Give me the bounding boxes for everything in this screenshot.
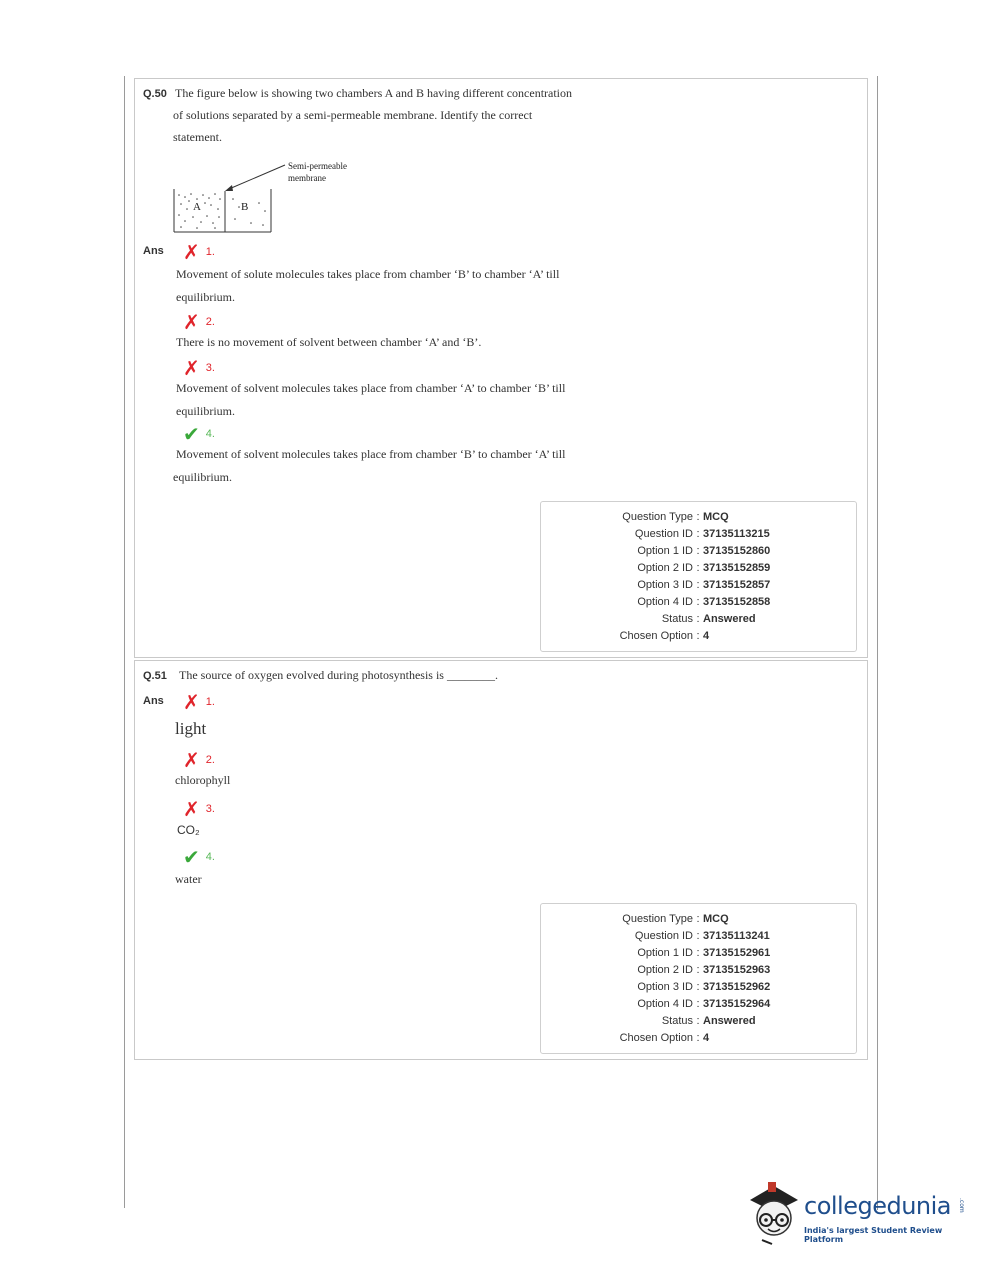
question-block-50: [134, 78, 868, 658]
check-icon: ✔: [183, 422, 200, 446]
option-number: 1.: [205, 696, 215, 708]
option-number: 4.: [205, 428, 215, 440]
mascot-icon: [742, 1178, 802, 1248]
chamber-b-label: B: [241, 201, 249, 213]
membrane-label-line-2: membrane: [288, 173, 326, 183]
cross-icon: ✗: [183, 797, 200, 821]
check-icon: ✔: [183, 845, 200, 869]
option-4-text-line-1: Movement of solvent molecules takes place from chamber ‘B’ to chamber ‘A’ till: [176, 447, 566, 461]
meta-row: Question ID : 37135113215: [634, 528, 770, 540]
collegedunia-logo: [742, 1178, 972, 1248]
membrane-figure: [173, 159, 373, 235]
meta-row: Option 1 ID : 37135152961: [637, 947, 771, 959]
option-number: 1.: [205, 246, 215, 258]
option-number: 3.: [205, 803, 215, 815]
question-number: Q.50: [143, 88, 167, 100]
option-4-text: water: [175, 872, 202, 886]
option-1-text-line-2: equilibrium.: [176, 290, 235, 304]
option-1-marker: [183, 242, 215, 262]
cross-icon: ✗: [183, 748, 200, 772]
option-2-text: chlorophyll: [175, 773, 231, 787]
question-text-line-1: The source of oxygen evolved during photosynthesis is ________.: [179, 668, 498, 682]
chambers-diagram: [173, 159, 373, 235]
cross-icon: ✗: [183, 240, 200, 264]
meta-row: Status : Answered: [661, 1015, 756, 1027]
option-3-text-line-2: equilibrium.: [176, 404, 235, 418]
page-right-rule: [877, 76, 878, 1210]
option-number: 2.: [205, 754, 215, 766]
meta-row: Option 2 ID : 37135152963: [637, 964, 771, 976]
meta-row: Option 4 ID : 37135152858: [637, 596, 771, 608]
meta-row: Chosen Option : 4: [619, 1032, 710, 1044]
question-block-51: [134, 660, 868, 1060]
option-number: 4.: [205, 851, 215, 863]
option-2-marker: [183, 312, 215, 332]
meta-row: Chosen Option : 4: [619, 630, 710, 642]
meta-row: Question Type : MCQ: [622, 511, 729, 523]
question-text-line-2: of solutions separated by a semi-permeable membrane. Identify the correct: [173, 108, 533, 122]
cross-icon: ✗: [183, 310, 200, 334]
meta-row: Option 2 ID : 37135152859: [637, 562, 771, 574]
question-number: Q.51: [143, 670, 167, 682]
question-text-line-3: statement.: [173, 130, 222, 144]
meta-row: Question Type : MCQ: [622, 913, 729, 925]
meta-row: Status : Answered: [661, 613, 756, 625]
meta-row: Option 3 ID : 37135152857: [637, 579, 771, 591]
meta-row: Option 1 ID : 37135152860: [637, 545, 771, 557]
option-3-text-line-1: Movement of solvent molecules takes place from chamber ‘A’ to chamber ‘B’ till: [176, 381, 566, 395]
option-2-marker: [183, 750, 215, 770]
logo-suffix: .com: [958, 1198, 965, 1213]
meta-row: Option 3 ID : 37135152962: [637, 981, 771, 993]
option-3-text: CO₂: [177, 823, 200, 837]
question-meta-box: [540, 903, 857, 1054]
meta-row: Option 4 ID : 37135152964: [637, 998, 771, 1010]
logo-wordmark: collegedunia: [804, 1192, 952, 1220]
answer-label: Ans: [143, 695, 164, 707]
meta-row: Question ID : 37135113241: [634, 930, 770, 942]
answer-label: Ans: [143, 245, 164, 257]
option-1-marker: [183, 692, 215, 712]
question-meta-box: [540, 501, 857, 652]
chamber-a-label: A: [193, 201, 201, 213]
cross-icon: ✗: [183, 690, 200, 714]
option-4-marker: [183, 424, 215, 444]
membrane-label-line-1: Semi-permeable: [288, 161, 347, 171]
page-left-rule: [124, 76, 125, 1208]
option-1-text: light: [175, 719, 207, 738]
logo-tagline: India's largest Student Review Platform: [804, 1226, 943, 1244]
option-1-text-line-1: Movement of solute molecules takes place from chamber ‘B’ to chamber ‘A’ till: [176, 267, 560, 281]
option-3-marker: [183, 358, 215, 378]
option-4-marker: [183, 847, 215, 867]
option-2-text-line-1: There is no movement of solvent between chamber ‘A’ and ‘B’.: [176, 335, 482, 349]
option-number: 3.: [205, 362, 215, 374]
option-number: 2.: [205, 316, 215, 328]
cross-icon: ✗: [183, 356, 200, 380]
option-4-text-line-2: equilibrium.: [173, 470, 232, 484]
question-text-line-1: The figure below is showing two chambers A and B having different concentration: [175, 86, 573, 100]
option-3-marker: [183, 799, 215, 819]
